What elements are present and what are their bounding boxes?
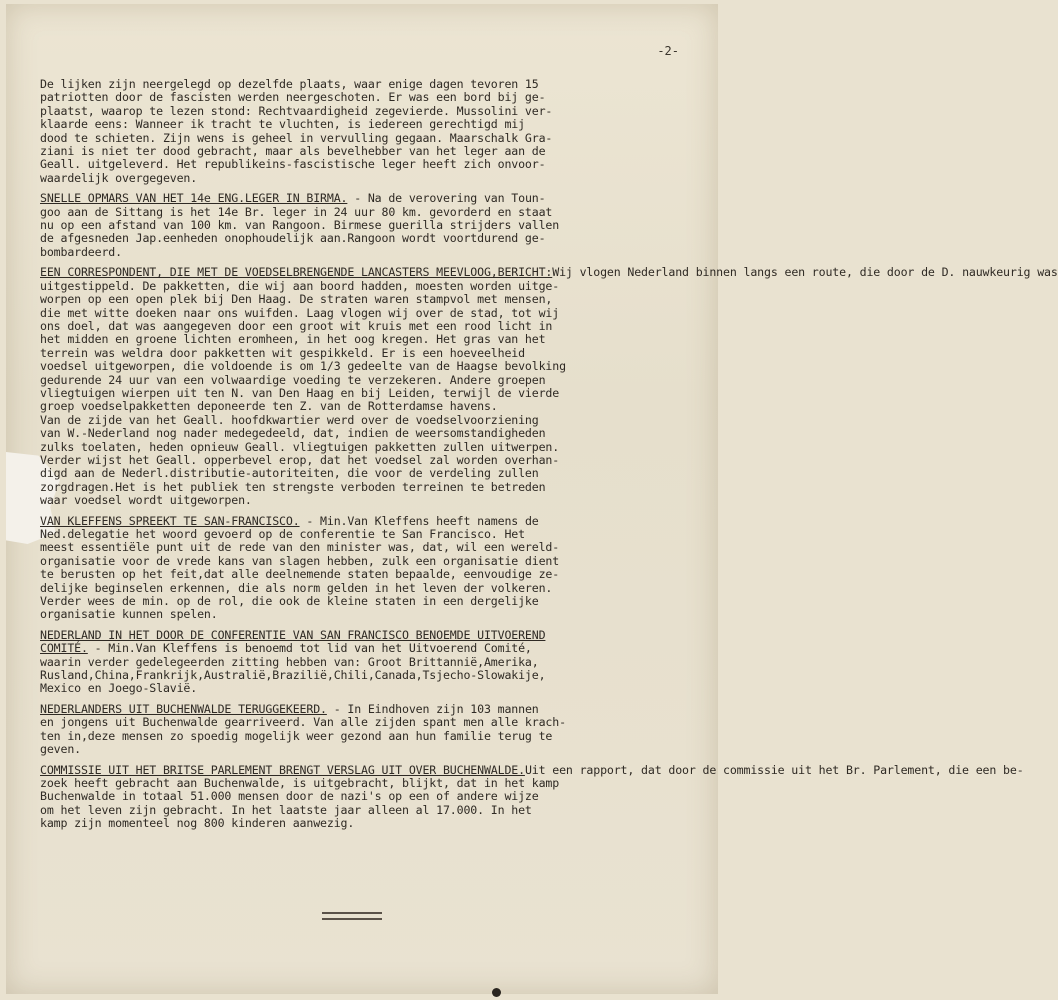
text-line (40, 307, 700, 320)
text-line (40, 374, 700, 387)
text-line (40, 172, 700, 185)
article-heading-continued: COMITÉ. (40, 641, 88, 656)
article-heading: SNELLE OPMARS VAN HET 14e ENG.LEGER IN BIRMA. (40, 191, 348, 206)
text-line (40, 347, 700, 360)
text-line (40, 293, 700, 306)
line-text: ons doel, dat was aangegeven door een groot wit kruis met een rood licht in (40, 318, 553, 333)
line-text: De lijken zijn neergelegd op dezelfde plaats, waar enige dagen tevoren 15 (40, 77, 539, 91)
line-text: om het leven zijn gebracht. In het laatste jaar alleen al 17.000. In het (40, 802, 532, 817)
line-text: te berusten op het feit,dat alle deelnemende staten bepaalde, eenvoudige ze- (40, 567, 560, 582)
line-text: patriotten door de fascisten werden neergeschoten. Er was een bord bij ge- (40, 90, 546, 105)
line-text: ten in,deze mensen zo spoedig mogelijk weer gezond aan hun familie terug te (40, 728, 553, 743)
line-text: bombardeerd. (40, 244, 122, 259)
text-line (40, 118, 700, 131)
text-line (40, 78, 700, 91)
line-text: en jongens uit Buchenwalde gearriveerd. Van alle zijden spant men alle krach- (40, 715, 566, 730)
text-line (40, 158, 700, 171)
text-line (40, 494, 700, 507)
text-line (40, 454, 700, 467)
text-line (40, 730, 700, 743)
line-text: uitgestippeld. De pakketten, die wij aan boord hadden, moesten worden uitge- (40, 278, 560, 293)
line-text: geven. (40, 742, 81, 757)
article-lancasters (40, 265, 1058, 508)
article-kleffens (40, 515, 700, 622)
line-text: die met witte doeken naar ons wuifden. Laag vlogen wij over de stad, tot wij (40, 305, 560, 320)
line-text: groep voedselpakketten deponeerde ten Z. van de Rotterdamse havens. (40, 399, 498, 414)
text-line (40, 400, 700, 413)
line-text: ziani is niet ter dood gebracht, maar als bevelhebber van het leger aan de (40, 144, 546, 159)
text-line (40, 743, 700, 756)
text-line (40, 427, 700, 440)
line-text: vliegtuigen wierpen uit ten N. van Den Haag en bij Leiden, terwijl de vierde (40, 385, 560, 400)
document-body (40, 77, 1058, 838)
text-line (40, 817, 700, 830)
text-line (40, 777, 700, 790)
text-line (40, 642, 700, 655)
line-text: Wij vlogen Nederland binnen langs een route, die door de D. nauwkeurig was (552, 265, 1058, 280)
line-text: Geall. uitgeleverd. Het republikeins-fascistische leger heeft zich onvoor- (40, 157, 546, 172)
text-line (40, 206, 700, 219)
line-text: organisatie voor de vrede kans van slagen hebben, zulk een organisatie dient (40, 553, 560, 568)
text-line (40, 703, 700, 716)
line-text: Mexico en Joego-Slavië. (40, 681, 198, 696)
article-birma (40, 192, 700, 259)
article-heading: COMMISSIE UIT HET BRITSE PARLEMENT BRENGT VERSLAG UIT OVER BUCHENWALDE. (40, 762, 525, 777)
text-line (40, 595, 700, 608)
line-text: Buchenwalde in totaal 51.000 mensen door de nazi's op een of andere wijze (40, 789, 539, 804)
page-number: -2- (657, 44, 679, 58)
line-text: Rusland,China,Frankrijk,Australië,Brazilië,Chili,Canada,Tsjecho-Slowakije, (40, 668, 546, 683)
line-text: gedurende 24 uur van een volwaardige voeding te verzekeren. Andere groepen (40, 372, 546, 387)
line-text: van W.-Nederland nog nader medegedeeld, dat, indien de weersomstandigheden (40, 426, 546, 441)
line-text: - Min.Van Kleffens is benoemd tot lid van het Uitvoerend Comité, (87, 641, 532, 656)
text-line (40, 515, 700, 528)
text-line (40, 790, 700, 803)
text-line (40, 265, 1058, 280)
line-text: digd aan de Nederl.distributie-autoriteiten, die voor de verdeling zullen (40, 466, 539, 481)
text-line (40, 219, 700, 232)
line-text: worpen op een open plek bij Den Haag. De straten waren stampvol met mensen, (40, 292, 553, 307)
article-heading: VAN KLEFFENS SPREEKT TE SAN-FRANCISCO. (40, 513, 300, 528)
line-text: - Min.Van Kleffens heeft namens de (299, 513, 539, 528)
text-line (40, 682, 700, 695)
text-line (40, 132, 700, 145)
line-text: delijke beginselen erkennen, die als norm gelden in het leven der volkeren. (40, 580, 553, 595)
line-text: plaatst, waarop te lezen stond: Rechtvaardigheid zegevierde. Mussolini ver- (40, 103, 553, 118)
line-text: Verder wees de min. op de rol, die ook de kleine staten in een dergelijke (40, 594, 539, 609)
text-line (40, 608, 700, 621)
line-text: zorgdragen.Het is het publiek ten strengste verboden terreinen te betreden (40, 479, 546, 494)
line-text: waardelijk overgegeven. (40, 170, 198, 185)
text-line (40, 320, 700, 333)
closing-divider-top (322, 912, 382, 914)
closing-divider-bottom (322, 918, 382, 920)
text-line (40, 232, 700, 245)
text-line (40, 541, 700, 554)
text-line (40, 192, 700, 205)
line-text: goo aan de Sittang is het 14e Br. leger in 24 uur 80 km. gevorderd en staat (40, 204, 553, 219)
text-line (40, 333, 700, 346)
article-comite (40, 629, 700, 696)
line-text: de afgesneden Jap.eenheden onophoudelijk aan.Rangoon wordt voortdurend ge- (40, 231, 546, 246)
text-line (40, 716, 700, 729)
text-line (40, 145, 700, 158)
article-buchenwalde1 (40, 703, 700, 757)
text-line (40, 360, 700, 373)
text-line (40, 467, 700, 480)
line-text: - In Eindhoven zijn 103 mannen (326, 701, 539, 716)
ink-dot (492, 988, 501, 997)
text-line (40, 280, 700, 293)
text-line (40, 481, 700, 494)
text-line (40, 91, 700, 104)
text-line (40, 441, 700, 454)
text-line (40, 804, 700, 817)
article-heading: EEN CORRESPONDENT, DIE MET DE VOEDSELBRENGENDE LANCASTERS MEEVLOOG,BERICHT: (40, 265, 553, 280)
article-buchenwalde2 (40, 762, 1024, 831)
line-text: Ned.delegatie het woord gevoerd op de conferentie te San Francisco. Het (40, 527, 525, 541)
text-line (40, 669, 700, 682)
line-text: organisatie kunnen spelen. (40, 607, 218, 622)
line-text: Van de zijde van het Geall. hoofdkwartier werd over de voedselvoorziening (40, 412, 539, 427)
text-line (40, 762, 1024, 777)
line-text: waarin verder gedelegeerden zitting hebben van: Groot Brittannië,Amerika, (40, 654, 539, 669)
line-text: zoek heeft gebracht aan Buchenwalde, is uitgebracht, blijkt, dat in het kamp (40, 775, 560, 790)
text-line (40, 568, 700, 581)
text-line (40, 105, 700, 118)
line-text: nu op een afstand van 100 km. van Rangoon. Birmese guerilla strijders vallen (40, 218, 560, 233)
line-text: voedsel uitgeworpen, die voldoende is om 1/3 gedeelte van de Haagse bevolking (40, 359, 566, 374)
line-text: terrein was weldra door pakketten wit gespikkeld. Er is een hoeveelheid (40, 345, 525, 360)
article-heading: NEDERLANDERS UIT BUCHENWALDE TERUGGEKEERD. (40, 701, 327, 716)
line-text: het midden en groene lichten eromheen, in het oog kregen. Het gras van het (40, 332, 546, 347)
text-line (40, 656, 700, 669)
article-heading: NEDERLAND IN HET DOOR DE CONFERENTIE VAN SAN FRANCISCO BENOEMDE UITVOEREND (40, 627, 546, 642)
text-line (40, 387, 700, 400)
line-text: Verder wijst het Geall. opperbevel erop, dat het voedsel zal worden overhan- (40, 452, 560, 467)
line-text: meest essentiële punt uit de rede van den minister was, dat, wil een wereld- (40, 540, 560, 555)
line-text: zulks toelaten, heden opnieuw Geall. vliegtuigen pakketten zullen uitwerpen. (40, 439, 560, 454)
text-line (40, 414, 700, 427)
article-lijken (40, 78, 700, 185)
line-text: - Na de verovering van Toun- (347, 191, 546, 206)
line-text: kamp zijn momenteel nog 800 kinderen aanwezig. (40, 816, 355, 831)
text-line (40, 582, 700, 595)
text-line (40, 246, 700, 259)
text-line (40, 555, 700, 568)
text-line (40, 528, 700, 541)
line-text: dood te schieten. Zijn wens is geheel in vervulling gegaan. Maarschalk Gra- (40, 130, 553, 145)
line-text: waar voedsel wordt uitgeworpen. (40, 493, 252, 508)
line-text: Uit een rapport, dat door de commissie uit het Br. Parlement, die een be- (524, 762, 1024, 777)
line-text: klaarde eens: Wanneer ik tracht te vluchten, is iedereen gerechtigd mij (40, 117, 525, 132)
